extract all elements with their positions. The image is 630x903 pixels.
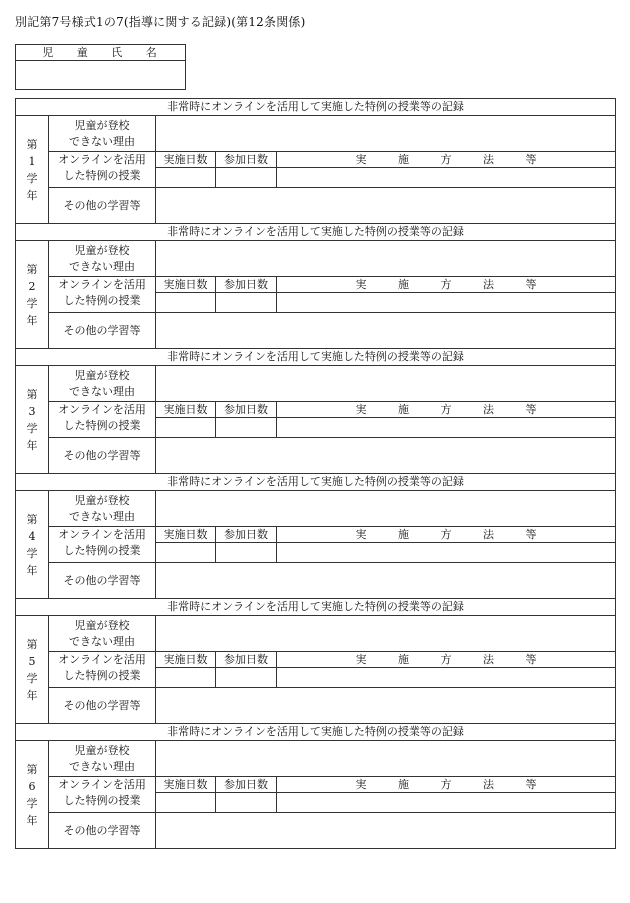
other-learning-label: その他の学習等 xyxy=(49,813,156,849)
days-attended-header: 参加日数 xyxy=(216,652,277,668)
grade-number: 5 xyxy=(28,654,36,668)
reason-label-line2: できない理由 xyxy=(49,509,156,527)
other-learning-field[interactable] xyxy=(156,313,616,349)
grade-label xyxy=(16,741,49,849)
grade-char-1: 学 xyxy=(26,171,38,185)
online-label-line2: した特例の授業 xyxy=(49,543,156,563)
grade-label xyxy=(16,241,49,349)
other-learning-label: その他の学習等 xyxy=(49,313,156,349)
other-learning-label: その他の学習等 xyxy=(49,188,156,224)
days-attended-field[interactable] xyxy=(216,168,277,188)
records-table xyxy=(15,98,615,849)
method-header: 実 施 方 法 等 xyxy=(277,277,616,293)
days-attended-field[interactable] xyxy=(216,668,277,688)
days-implemented-header: 実施日数 xyxy=(156,527,216,543)
grade-prefix: 第 xyxy=(26,637,38,651)
reason-field[interactable] xyxy=(156,616,616,652)
days-implemented-field[interactable] xyxy=(156,168,216,188)
section-title: 非常時にオンラインを活用して実施した特例の授業等の記録 xyxy=(16,724,616,741)
other-learning-label: その他の学習等 xyxy=(49,438,156,474)
grade-prefix: 第 xyxy=(26,512,38,526)
grade-char-2: 年 xyxy=(26,813,38,827)
reason-field[interactable] xyxy=(156,491,616,527)
method-field[interactable] xyxy=(277,543,616,563)
days-implemented-field[interactable] xyxy=(156,668,216,688)
section-title: 非常時にオンラインを活用して実施した特例の授業等の記録 xyxy=(16,349,616,366)
online-label-line2: した特例の授業 xyxy=(49,418,156,438)
reason-label-line1: 児童が登校 xyxy=(49,491,156,509)
grade-char-2: 年 xyxy=(26,313,38,327)
grade-number: 2 xyxy=(28,279,36,293)
grade-prefix: 第 xyxy=(26,762,38,776)
grade-char-2: 年 xyxy=(26,438,38,452)
grade-number: 4 xyxy=(28,529,36,543)
days-implemented-field[interactable] xyxy=(156,793,216,813)
reason-field[interactable] xyxy=(156,741,616,777)
grade-char-2: 年 xyxy=(26,688,38,702)
days-implemented-header: 実施日数 xyxy=(156,652,216,668)
days-implemented-field[interactable] xyxy=(156,293,216,313)
method-field[interactable] xyxy=(277,168,616,188)
online-label-line2: した特例の授業 xyxy=(49,668,156,688)
grade-char-1: 学 xyxy=(26,296,38,310)
grade-section-6 xyxy=(15,723,616,849)
reason-label-line2: できない理由 xyxy=(49,759,156,777)
section-title: 非常時にオンラインを活用して実施した特例の授業等の記録 xyxy=(16,224,616,241)
other-learning-label: その他の学習等 xyxy=(49,688,156,724)
grade-label xyxy=(16,116,49,224)
method-field[interactable] xyxy=(277,793,616,813)
grade-char-1: 学 xyxy=(26,546,38,560)
other-learning-field[interactable] xyxy=(156,563,616,599)
reason-label-line1: 児童が登校 xyxy=(49,241,156,259)
grade-prefix: 第 xyxy=(26,137,38,151)
days-attended-field[interactable] xyxy=(216,793,277,813)
method-header: 実 施 方 法 等 xyxy=(277,152,616,168)
grade-label xyxy=(16,616,49,724)
reason-label-line2: できない理由 xyxy=(49,134,156,152)
other-learning-field[interactable] xyxy=(156,438,616,474)
reason-label-line1: 児童が登校 xyxy=(49,116,156,134)
other-learning-field[interactable] xyxy=(156,813,616,849)
grade-section-4 xyxy=(15,473,616,599)
online-label-line1: オンラインを活用 xyxy=(49,277,156,293)
reason-label-line2: できない理由 xyxy=(49,259,156,277)
student-name-field[interactable] xyxy=(16,61,185,90)
days-attended-header: 参加日数 xyxy=(216,152,277,168)
grade-number: 1 xyxy=(28,154,36,168)
days-attended-field[interactable] xyxy=(216,293,277,313)
reason-field[interactable] xyxy=(156,241,616,277)
form-title: 別記第7号様式1の7(指導に関する記録)(第12条関係) xyxy=(15,15,306,29)
online-label-line1: オンラインを活用 xyxy=(49,652,156,668)
method-header: 実 施 方 法 等 xyxy=(277,402,616,418)
grade-section-2 xyxy=(15,223,616,349)
method-field[interactable] xyxy=(277,418,616,438)
reason-field[interactable] xyxy=(156,116,616,152)
method-header: 実 施 方 法 等 xyxy=(277,777,616,793)
grade-section-3 xyxy=(15,348,616,474)
online-label-line2: した特例の授業 xyxy=(49,793,156,813)
grade-char-1: 学 xyxy=(26,421,38,435)
days-attended-field[interactable] xyxy=(216,418,277,438)
grade-prefix: 第 xyxy=(26,262,38,276)
reason-field[interactable] xyxy=(156,366,616,402)
grade-char-2: 年 xyxy=(26,563,38,577)
days-implemented-header: 実施日数 xyxy=(156,402,216,418)
days-attended-header: 参加日数 xyxy=(216,527,277,543)
method-field[interactable] xyxy=(277,293,616,313)
student-name-label: 児 童 氏 名 xyxy=(16,45,185,61)
days-attended-header: 参加日数 xyxy=(216,777,277,793)
grade-char-1: 学 xyxy=(26,796,38,810)
student-name-box xyxy=(15,44,186,90)
days-attended-header: 参加日数 xyxy=(216,277,277,293)
section-title: 非常時にオンラインを活用して実施した特例の授業等の記録 xyxy=(16,599,616,616)
grade-label xyxy=(16,366,49,474)
days-attended-header: 参加日数 xyxy=(216,402,277,418)
other-learning-field[interactable] xyxy=(156,188,616,224)
grade-char-2: 年 xyxy=(26,188,38,202)
days-implemented-header: 実施日数 xyxy=(156,777,216,793)
grade-number: 3 xyxy=(28,404,36,418)
grade-section-5 xyxy=(15,598,616,724)
section-title: 非常時にオンラインを活用して実施した特例の授業等の記録 xyxy=(16,99,616,116)
online-label-line1: オンラインを活用 xyxy=(49,527,156,543)
online-label-line2: した特例の授業 xyxy=(49,168,156,188)
other-learning-label: その他の学習等 xyxy=(49,563,156,599)
grade-char-1: 学 xyxy=(26,671,38,685)
reason-label-line2: できない理由 xyxy=(49,634,156,652)
days-implemented-header: 実施日数 xyxy=(156,152,216,168)
grade-section-1 xyxy=(15,98,616,224)
days-attended-field[interactable] xyxy=(216,543,277,563)
method-header: 実 施 方 法 等 xyxy=(277,527,616,543)
reason-label-line2: できない理由 xyxy=(49,384,156,402)
online-label-line2: した特例の授業 xyxy=(49,293,156,313)
grade-number: 6 xyxy=(28,779,36,793)
days-implemented-field[interactable] xyxy=(156,418,216,438)
reason-label-line1: 児童が登校 xyxy=(49,366,156,384)
other-learning-field[interactable] xyxy=(156,688,616,724)
reason-label-line1: 児童が登校 xyxy=(49,741,156,759)
online-label-line1: オンラインを活用 xyxy=(49,777,156,793)
days-implemented-header: 実施日数 xyxy=(156,277,216,293)
reason-label-line1: 児童が登校 xyxy=(49,616,156,634)
online-label-line1: オンラインを活用 xyxy=(49,152,156,168)
section-title: 非常時にオンラインを活用して実施した特例の授業等の記録 xyxy=(16,474,616,491)
days-implemented-field[interactable] xyxy=(156,543,216,563)
grade-label xyxy=(16,491,49,599)
grade-prefix: 第 xyxy=(26,387,38,401)
online-label-line1: オンラインを活用 xyxy=(49,402,156,418)
method-field[interactable] xyxy=(277,668,616,688)
method-header: 実 施 方 法 等 xyxy=(277,652,616,668)
